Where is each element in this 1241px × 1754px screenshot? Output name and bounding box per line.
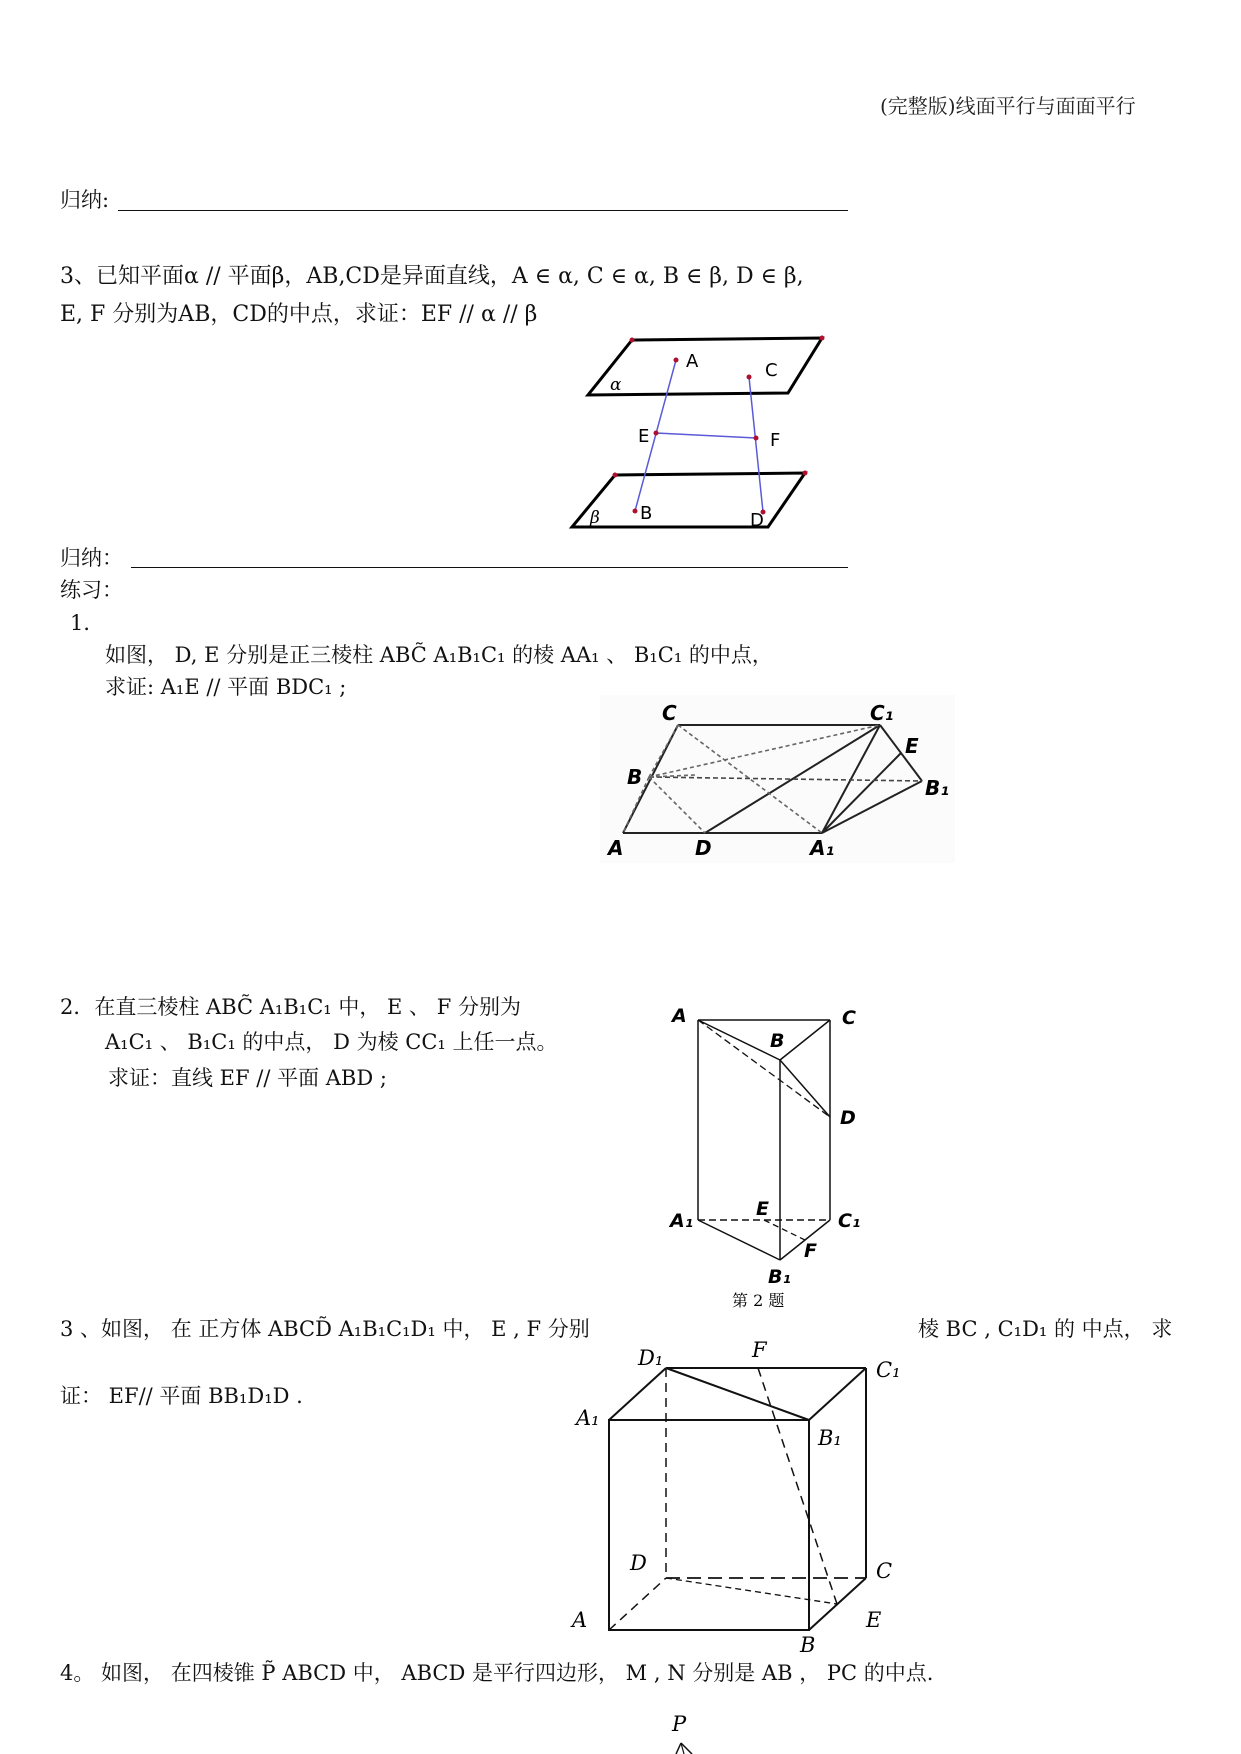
ex4-line1: 4。 如图， 在四棱锥 P̃ ABCD 中， ABCD 是平行四边形， M , N 分别是 AB ， PC 的中点. [60, 1661, 934, 1685]
plane-corner [803, 471, 808, 476]
label-c: C [842, 1007, 856, 1029]
summary-line-a [118, 210, 848, 211]
label-a1: A₁ [810, 836, 835, 860]
edge-bd [780, 1060, 830, 1117]
label-a: A [686, 351, 699, 372]
point-f [754, 436, 759, 441]
label-e: E [638, 426, 650, 447]
edge-bc [780, 1020, 830, 1060]
practice-label: 练习： [60, 578, 123, 602]
page-header-title: (完整版)线面平行与面面平行 [880, 94, 1136, 118]
label-a: A [608, 836, 624, 860]
edge-ad [609, 1578, 666, 1630]
label-b: B [640, 503, 653, 524]
label-f: F [770, 430, 781, 451]
edge-b1c1 [809, 1368, 866, 1420]
label-b1: B₁ [818, 1426, 842, 1450]
label-a1: A₁ [670, 1210, 694, 1232]
label-b1: B₁ [925, 776, 950, 800]
label-alpha: α [610, 375, 622, 395]
ex1-line2: 求证: A₁E // 平面 BDC₁ ; [105, 675, 347, 699]
ex3-line1-right: 棱 BC , C₁D₁ 的 中点， 求 [918, 1317, 1173, 1341]
ex4-figure [660, 1705, 720, 1754]
ex2-line2: A₁C₁ 、 B₁C₁ 的中点， D 为棱 CC₁ 上任一点。 [105, 1030, 558, 1054]
edge-ef [764, 1220, 805, 1240]
plane-beta [572, 473, 805, 527]
edge-a1b1 [698, 1220, 780, 1260]
ex3-line2: 证： EF// 平面 BB₁D₁D . [60, 1384, 303, 1408]
label-c1: C₁ [876, 1358, 901, 1382]
point-c [747, 375, 752, 380]
label-d: D [750, 510, 764, 531]
plane-corner [613, 473, 618, 478]
plane-corner [630, 338, 635, 343]
plane-alpha [588, 338, 822, 395]
label-d: D [695, 836, 712, 860]
label-d: D [630, 1551, 647, 1575]
point-a [674, 358, 679, 363]
label-e: E [756, 1198, 769, 1220]
edge-a1d1 [609, 1368, 666, 1420]
edge-fe [758, 1368, 837, 1604]
ex1-line1: 如图， D, E 分别是正三棱柱 ABC̃ A₁B₁C₁ 的棱 AA₁ 、 B₁C₁ 的中点， [105, 643, 773, 667]
label-c: C [765, 360, 778, 381]
label-c: C [876, 1559, 893, 1583]
label-c1: C₁ [870, 701, 894, 725]
plane-corner [820, 336, 825, 341]
point-e [654, 431, 659, 436]
label-b: B [800, 1633, 816, 1657]
label-f: F [804, 1240, 817, 1262]
edge-ab [698, 1020, 780, 1060]
point-b [633, 509, 638, 514]
ex2-figure [670, 995, 880, 1315]
cube-front-face [609, 1420, 809, 1630]
label-e: E [866, 1608, 882, 1632]
segment-ef [656, 433, 756, 438]
label-p: P [672, 1712, 687, 1736]
summary-line-b [131, 567, 848, 568]
label-c1: C₁ [838, 1210, 861, 1232]
label-b1: B₁ [768, 1266, 791, 1288]
label-b: B [770, 1030, 785, 1052]
figure-caption: 第 2 题 [732, 1291, 785, 1310]
label-e: E [905, 734, 919, 758]
summary-label-a: 归纳: [60, 188, 110, 212]
problem3-line2: E, F 分别为AB，CD的中点，求证：EF // α // β [60, 302, 538, 327]
label-a: A [572, 1608, 588, 1632]
ex3-line1-left: 3 、如图， 在 正方体 ABCD̃ A₁B₁C₁D₁ 中， E , F 分别 [60, 1317, 590, 1341]
problem3-line1: 3、已知平面α // 平面β，AB,CD是异面直线，A ∈ α, C ∈ α, B ∈ β, D ∈ β, [60, 264, 804, 289]
segment-cd [749, 377, 763, 512]
ex1-figure [600, 695, 960, 865]
label-c: C [662, 701, 677, 725]
edge-de [666, 1578, 837, 1604]
label-b: B [627, 765, 643, 789]
problem3-figure [560, 330, 840, 535]
label-d1: D₁ [638, 1346, 664, 1370]
summary-label-b: 归纳： [60, 546, 123, 570]
ex3-figure [560, 1335, 940, 1657]
triangle-top-fill [698, 1020, 830, 1060]
label-beta: β [590, 508, 600, 528]
label-d: D [840, 1107, 856, 1129]
ex2-line1: 2．在直三棱柱 ABC̃ A₁B₁C₁ 中， E 、 F 分别为 [60, 995, 521, 1019]
label-a1: A₁ [576, 1406, 600, 1430]
label-f: F [752, 1338, 767, 1362]
edge-d1b1 [666, 1368, 809, 1420]
ex1-number: 1． [70, 611, 105, 635]
edge-pyramid-left [676, 1743, 681, 1754]
edge-bc [809, 1578, 866, 1630]
label-a: A [672, 1005, 687, 1027]
ex2-line3: 求证：直线 EF // 平面 ABD ; [108, 1066, 387, 1090]
edge-ad [698, 1020, 830, 1117]
